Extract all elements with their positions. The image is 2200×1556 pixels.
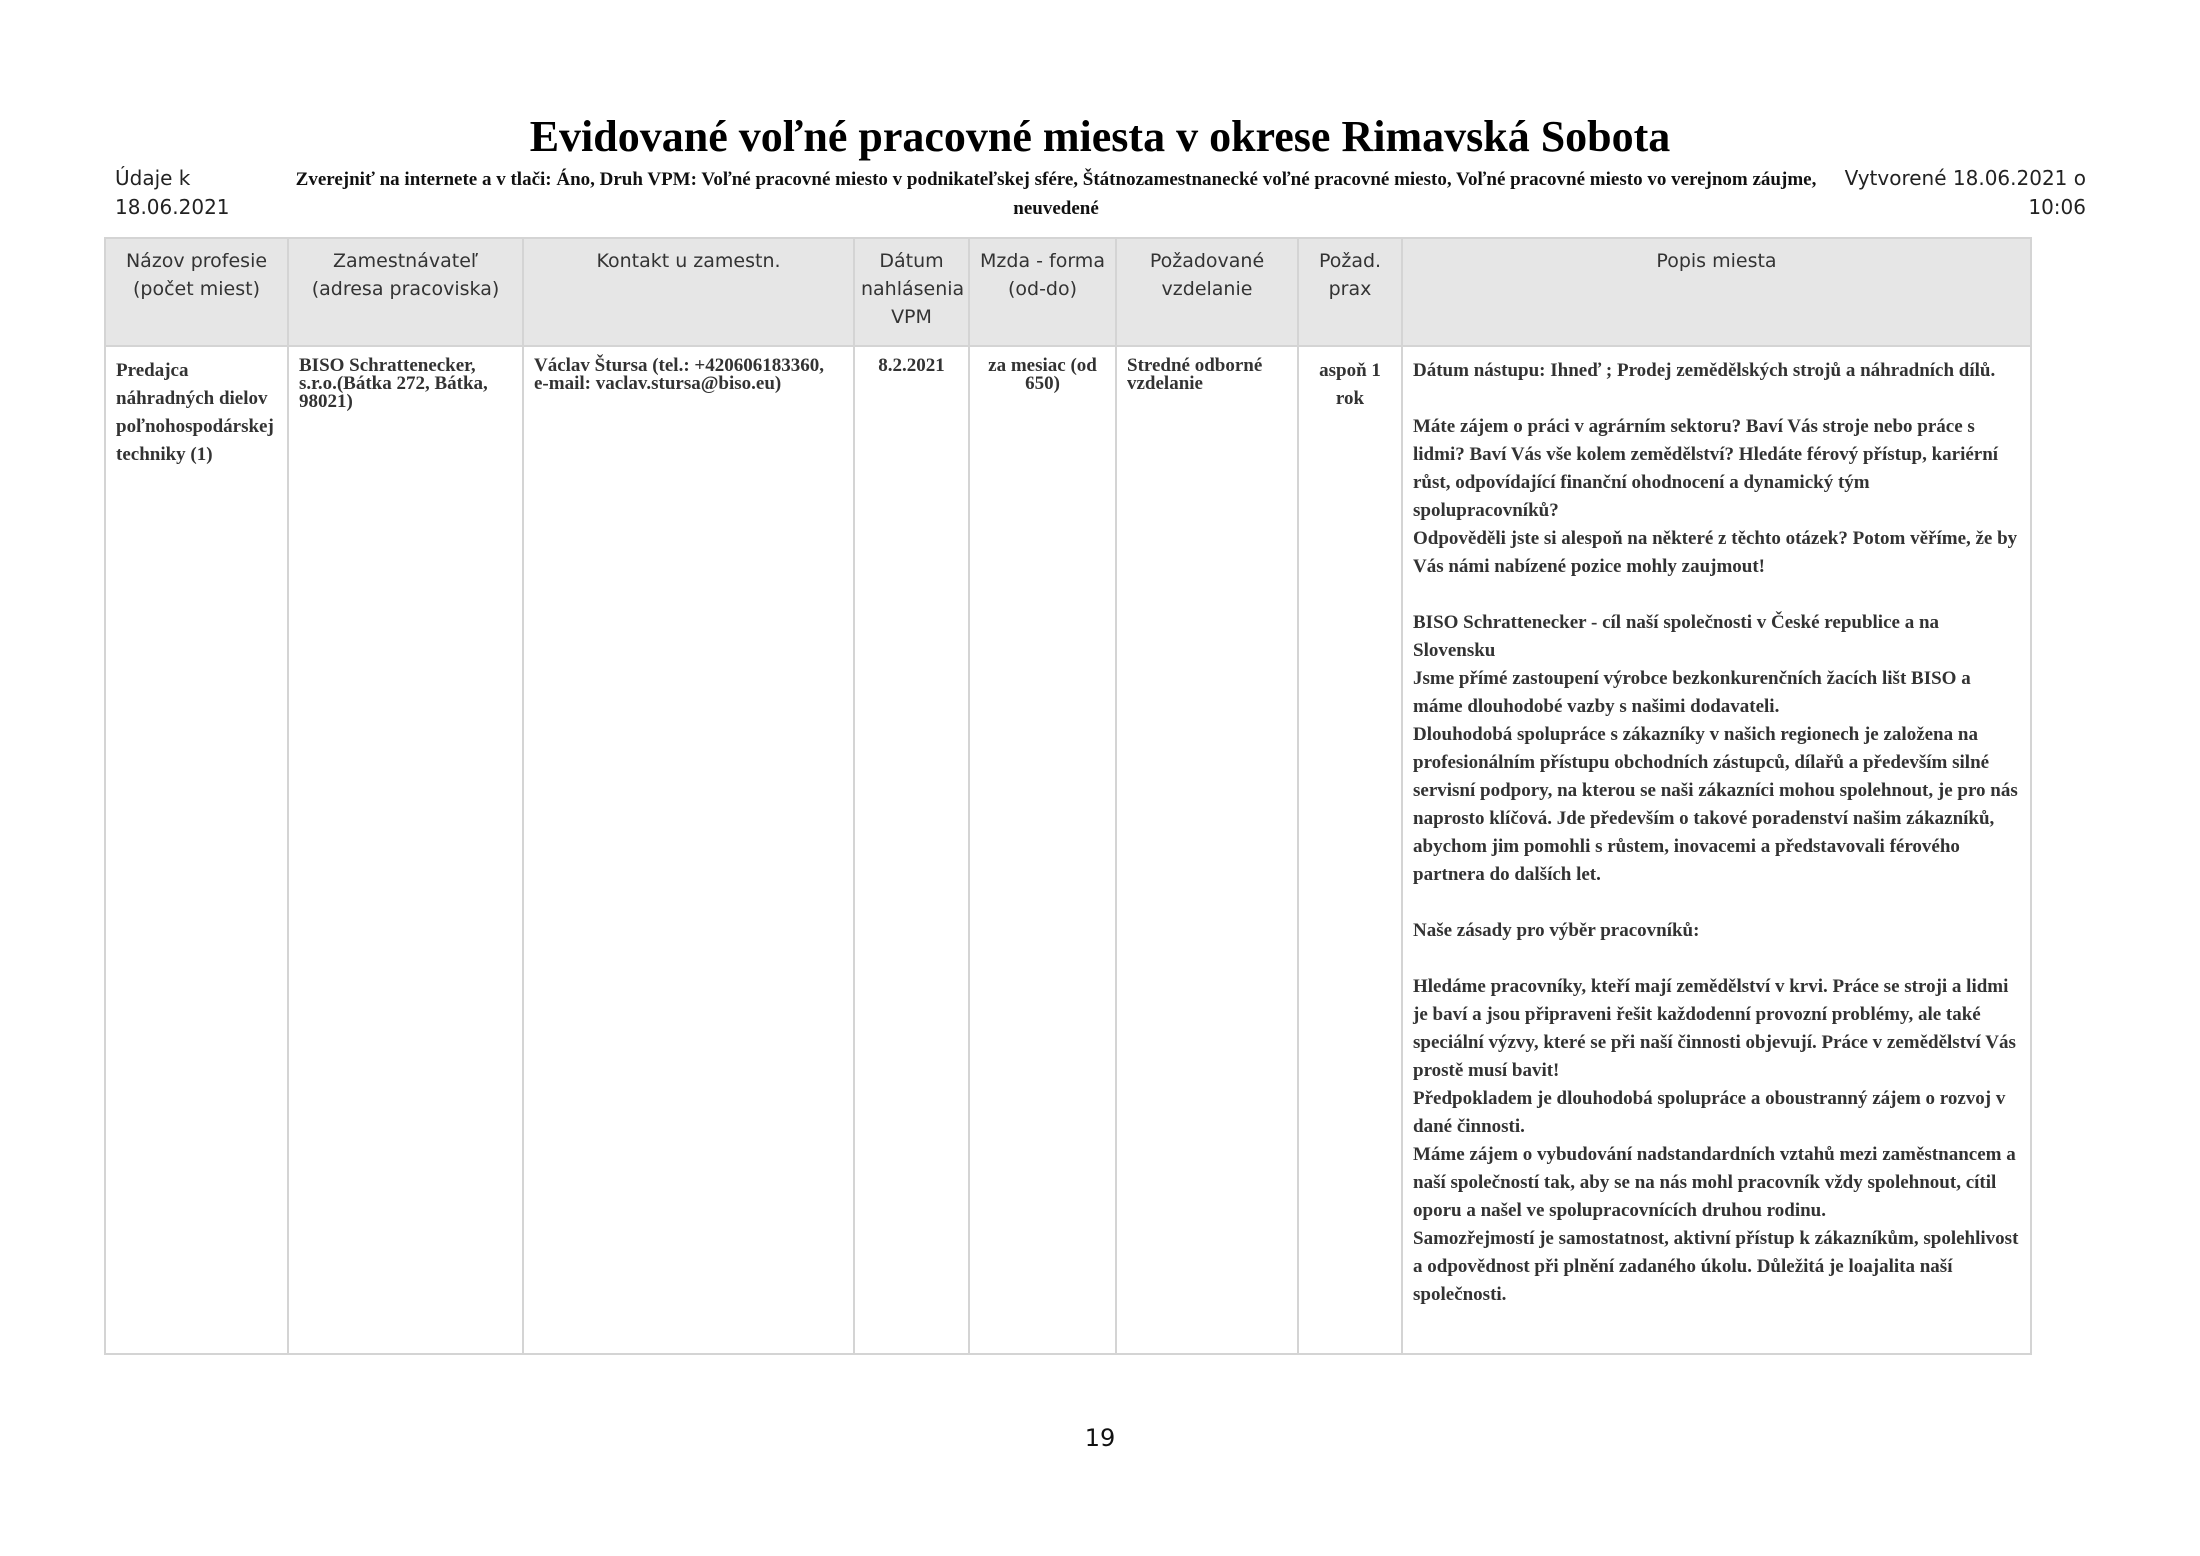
header-experience: Požad. prax	[1298, 238, 1402, 346]
cell-experience: aspoň 1 rok	[1298, 346, 1402, 1354]
header-contact: Kontakt u zamestn.	[523, 238, 854, 346]
cell-date: 8.2.2021	[854, 346, 969, 1354]
cell-employer: BISO Schrattenecker, s.r.o.(Bátka 272, Bátka, 98021)	[288, 346, 523, 1354]
publication-filter: Zverejniť na internete a v tlači: Áno, Druh VPM: Voľné pracovné miesto v podnikateľskej sfére, Štátnozamestnanecké voľné pracovné miesto, Voľné pracovné miesto vo verejnom záujme, neuvedené	[295, 169, 1817, 219]
header-education: Požadované vzdelanie	[1116, 238, 1298, 346]
cell-education: Stredné odborné vzdelanie	[1116, 346, 1298, 1354]
header-date: Dátum nahlásenia VPM	[854, 238, 969, 346]
table-row	[105, 346, 2031, 1354]
data-as-of-date: Údaje k 18.06.2021	[115, 166, 230, 219]
page-number: 19	[1084, 1424, 1116, 1452]
table-header-row	[105, 238, 2031, 346]
vacancies-table	[104, 237, 2032, 1355]
header-salary: Mzda - forma (od-do)	[969, 238, 1116, 346]
header-profession: Názov profesie (počet miest)	[105, 238, 288, 346]
header-employer: Zamestnávateľ (adresa pracoviska)	[288, 238, 523, 346]
cell-description: Dátum nástupu: Ihneď ; Prodej zemědělských strojů a náhradních dílů. Máte zájem o práci v agrárním sektoru? Baví Vás stroje nebo práce s lidmi? Baví Vás vše kolem zemědělství? Hledáte férový přístup, kariérní růst, odpovídající finanční ohodnocení a dynamický tým spolupracovníků? Odpověděli jste si alespoň na některé z těchto otázek? Potom věříme, že by Vás námi nabízené pozice mohly zaujmout! BISO Schrattenecker - cíl naší společnosti v České republice a na Slovensku Jsme přímé zastoupení výrobce bezkonkurenčních žacích lišt BISO a máme dlouhodobé vazby s našimi dodavateli. Dlouhodobá spolupráce s zákazníky v našich regionech je založena na profesionálním přístupu obchodních zástupců, dílařů a především silné servisní podpory, na kterou se naši zákazníci mohou spolehnout, je pro nás naprosto klíčová. Jde především o takové poradenství našim zákazníků, abychom jim pomohli s růstem, inovacemi a představovali férového partnera do dalších let. Naše zásady pro výběr pracovníků: Hledáme pracovníky, kteří mají zemědělství v krvi. Práce se stroji a lidmi je baví a jsou připraveni řešit každodenní provozní problémy, ale také speciální výzvy, které se při naší činnosti objevují. Práce v zemědělství Vás prostě musí bavit! Předpokladem je dlouhodobá spolupráce a oboustranný zájem o rozvoj v dané činnosti. Máme zájem o vybudování nadstandardních vztahů mezi zaměstnancem a naší společností tak, aby se na nás mohl pracovník vždy spolehnout, cítil oporu a našel ve spolupracovnících druhou rodinu. Samozřejmostí je samostatnost, aktivní přístup k zákazníkům, spolehlivost a odpovědnost při plnění zadaného úkolu. Důležitá je loajalita naší společnosti.	[1402, 346, 2031, 1354]
cell-contact: Václav Štursa (tel.: +420606183360, e-mail: vaclav.stursa@biso.eu)	[523, 346, 854, 1354]
cell-salary: za mesiac (od 650)	[969, 346, 1116, 1354]
created-timestamp: Vytvorené 18.06.2021 o 10:06	[1844, 166, 2086, 219]
header-description: Popis miesta	[1402, 238, 2031, 346]
cell-profession: Predajca náhradných dielov poľnohospodárskej techniky (1)	[105, 346, 288, 1354]
document-title: Evidované voľné pracovné miesta v okrese Rimavská Sobota	[529, 112, 1671, 161]
